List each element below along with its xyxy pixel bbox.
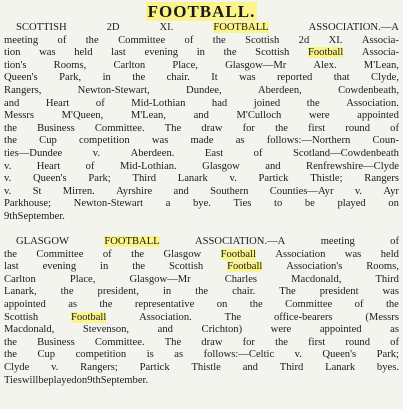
article-line: Rangers, Newton-Stewart, Dundee, Aberdeen, Cowdenbeath, (4, 84, 399, 96)
article-line: meeting of the Committee of the Scottish 2d XI. Associa- (4, 34, 399, 46)
article-line: and Heart of Mid-Lothian had joined the Association. (4, 97, 399, 109)
article-line: the Business Committee. The draw for the first round of (4, 336, 399, 348)
article-line: Macdonald, Stevenson, and Crichton) were appointed as (4, 324, 399, 336)
article-line: Queen's Park, in the chair. It was reported that Clyde, (4, 72, 399, 84)
article-line: Parkhouse; Newton-Stewart a bye. Ties to be played on (4, 198, 399, 210)
article-line: GLASGOW FOOTBALL ASSOCIATION.—A meeting of (16, 236, 399, 247)
article-line: Carlton Place, Glasgow—Mr Charles Macdonald, Third (4, 273, 399, 285)
article-line: SCOTTISH 2D XI. FOOTBALL ASSOCIATION.—A (16, 22, 399, 33)
headline (0, 2, 403, 22)
article-line: 9th September. (4, 210, 65, 222)
article-paragraph-glasgow-fa (4, 236, 399, 387)
article-line: the Cup competition is as follows:—Celtic v. Queen's Park; (4, 349, 399, 361)
headline-text: FOOTBALL. (147, 2, 256, 21)
article-line: tion was held last evening in the Scottish Football Associa- (4, 47, 399, 59)
article-paragraph-scottish-2d-xi (4, 22, 399, 224)
article-line: last evening in the Scottish Football Association's Rooms, (4, 261, 399, 273)
article-line: ties—Dundee v. Aberdeen. East of Scotland—Cowdenbeath (4, 147, 399, 159)
article-line: Ties will be played on 9th September. (4, 374, 149, 386)
article-line: v. Queen's Park; Third Lanark v. Partick Thistle; Rangers (4, 173, 399, 185)
article-line: Messrs M'Queen, M'Lean, and M'Culloch were appointed (4, 110, 399, 122)
article-line: the Committee of the Glasgow Football Association was held (4, 248, 399, 260)
article-line: the Business Committee. The draw for the first round of (4, 122, 399, 134)
article-line: v. St Mirren. Ayrshire and Southern Counties—Ayr v. Ayr (4, 185, 399, 197)
article-line: Scottish Football Association. The office-bearers (Messrs (4, 311, 399, 323)
article-line: Clyde v. Rangers; Partick Thistle and Third Lanark byes. (4, 361, 399, 373)
article-line: the Cup competition was made as follows:—Northern Coun- (4, 135, 399, 147)
article-line: v. Heart of Mid-Lothian. Glasgow and Renfrewshire—Clyde (4, 160, 399, 172)
article-line: tion's Rooms, Carlton Place, Glasgow—Mr Alex. M'Lean, (4, 59, 399, 71)
article-line: appointed as the representative on the Committee of the (4, 298, 399, 310)
article-line: Lanark, the president, in the chair. The president was (4, 286, 399, 298)
